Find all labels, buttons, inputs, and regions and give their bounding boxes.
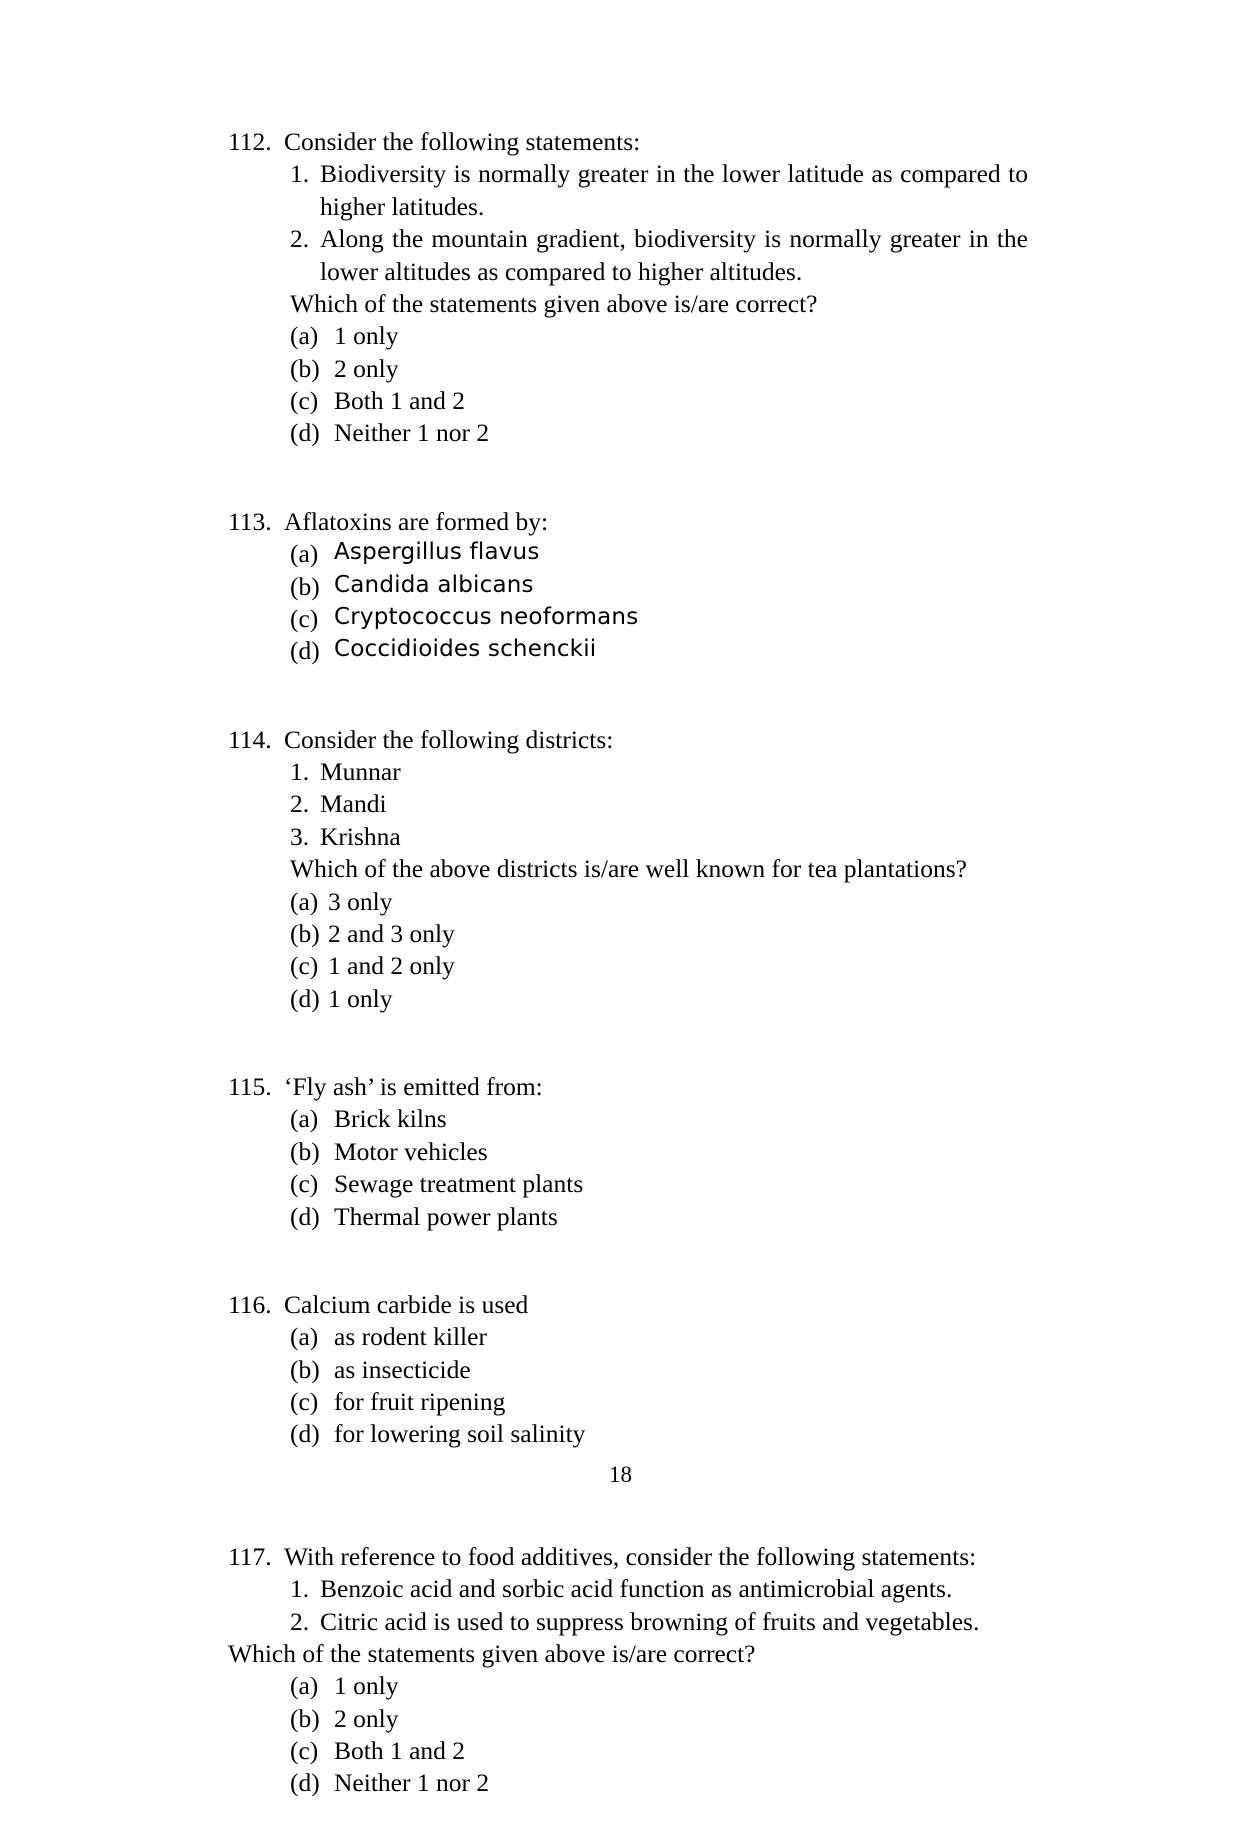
question-prompt: Which of the above districts is/are well known for tea plantations?: [290, 854, 967, 884]
statement-number: 2.: [290, 224, 310, 254]
question-heading: [228, 724, 1028, 756]
question-stem: Calcium carbide is used: [284, 1289, 529, 1319]
option-letter: (d): [290, 983, 320, 1013]
option-a[interactable]: [228, 538, 1028, 570]
spacer: [228, 690, 1028, 724]
statement-list: [228, 1573, 1028, 1638]
statement-number: 1.: [290, 1574, 310, 1604]
option-d[interactable]: [228, 417, 1028, 449]
option-letter: (d): [290, 1419, 320, 1449]
statement-text: Krishna: [320, 821, 401, 851]
option-text: Neither 1 nor 2: [334, 418, 490, 448]
option-text: 2 and 3 only: [328, 918, 455, 948]
option-text: Brick kilns: [334, 1104, 447, 1134]
question-stem: With reference to food additives, consider the following statements:: [284, 1541, 977, 1571]
option-text: 3 only: [328, 886, 393, 916]
option-letter: (d): [290, 636, 320, 666]
question-heading: [228, 1541, 1028, 1573]
option-text: 2 only: [334, 1703, 399, 1733]
option-letter: (a): [290, 886, 319, 916]
option-text: 1 only: [334, 321, 399, 351]
option-d[interactable]: [228, 1767, 1028, 1799]
spacer: [228, 472, 1028, 506]
option-text: Motor vehicles: [334, 1136, 488, 1166]
option-text: Neither 1 nor 2: [334, 1768, 490, 1798]
statement-text: Biodiversity is normally greater in the lower latitude as compared to higher latitudes.: [320, 159, 1028, 221]
option-letter: (c): [290, 1169, 319, 1199]
statement-number: 1.: [290, 757, 310, 786]
statement-item: [228, 756, 1028, 788]
option-list: [228, 320, 1028, 450]
question-block-115: [228, 1071, 1028, 1233]
question-number: 114.: [228, 724, 272, 754]
statement-item: [228, 821, 1028, 853]
option-c[interactable]: [228, 950, 1028, 982]
spacer: [228, 1037, 1028, 1071]
question-heading: [228, 1289, 1028, 1321]
spacer: [228, 1255, 1028, 1289]
statement-number: 1.: [290, 159, 310, 189]
question-number: 112.: [228, 127, 272, 156]
page-number: 18: [609, 1462, 632, 1487]
option-letter: (c): [290, 603, 319, 633]
question-number: 116.: [228, 1289, 272, 1319]
question-prompt: Which of the statements given above is/are correct?: [228, 1638, 756, 1668]
option-letter: (b): [290, 1354, 320, 1384]
option-text: 2 only: [334, 353, 399, 383]
option-letter: (c): [290, 1736, 319, 1765]
option-a[interactable]: [228, 886, 1028, 918]
statement-item: [228, 1606, 1028, 1638]
question-block-113: [228, 506, 1028, 668]
question-heading: [228, 126, 1028, 158]
question-number: 113.: [228, 506, 272, 536]
question-list: [228, 126, 1028, 1822]
option-text: as rodent killer: [334, 1322, 487, 1352]
option-text: Thermal power plants: [334, 1201, 558, 1231]
option-letter: (d): [290, 418, 320, 448]
question-stem: Consider the following statements:: [284, 127, 641, 156]
option-letter: (d): [290, 1768, 320, 1798]
option-text: 1 only: [334, 1671, 399, 1701]
option-letter: (b): [290, 1136, 320, 1166]
statement-number: 3.: [290, 821, 310, 851]
option-c[interactable]: [228, 603, 1028, 635]
option-a[interactable]: [228, 320, 1028, 352]
question-block-117: [228, 1541, 1028, 1800]
option-d[interactable]: [228, 1418, 1028, 1450]
option-d[interactable]: [228, 635, 1028, 667]
option-c[interactable]: [228, 1735, 1028, 1767]
statement-text: Mandi: [320, 789, 387, 819]
option-list: [228, 1670, 1028, 1800]
question-block-114: [228, 724, 1028, 1015]
option-a[interactable]: [228, 1670, 1028, 1702]
option-text: Both 1 and 2: [334, 1736, 466, 1765]
option-text: Candida albicans: [334, 571, 534, 598]
question-block-116: [228, 1289, 1028, 1451]
option-text: Coccidioides schenckii: [334, 636, 597, 663]
option-letter: (d): [290, 1201, 320, 1231]
option-letter: (c): [290, 386, 319, 415]
option-letter: (b): [290, 353, 320, 383]
option-letter: (c): [290, 951, 319, 981]
option-c[interactable]: [228, 385, 1028, 417]
statement-item: [228, 223, 1028, 288]
question-number: 117.: [228, 1541, 272, 1571]
statement-text: Benzoic acid and sorbic acid function as antimicrobial agents.: [320, 1574, 953, 1604]
option-list: [228, 886, 1028, 1016]
question-number: 115.: [228, 1072, 272, 1101]
question-heading: [228, 506, 1028, 538]
statement-item: [228, 788, 1028, 820]
option-text: Aspergillus flavus: [334, 539, 540, 566]
option-letter: (a): [290, 539, 319, 569]
option-letter: (b): [290, 918, 320, 948]
statement-text: Munnar: [320, 757, 401, 786]
option-text: 1 only: [328, 983, 393, 1013]
spacer: [228, 1507, 1028, 1541]
option-b[interactable]: [228, 1703, 1028, 1735]
option-a[interactable]: [228, 1321, 1028, 1353]
statement-list: [228, 756, 1028, 853]
option-list: [228, 538, 1028, 668]
statement-item: [228, 158, 1028, 223]
option-text: Sewage treatment plants: [334, 1169, 584, 1199]
question-prompt: Which of the statements given above is/are correct?: [290, 288, 818, 318]
option-list: [228, 1321, 1028, 1451]
statement-item: [228, 1573, 1028, 1605]
option-b[interactable]: [228, 1354, 1028, 1386]
option-text: as insecticide: [334, 1354, 471, 1384]
question-block-112: [228, 126, 1028, 450]
option-text: 1 and 2 only: [328, 951, 455, 981]
option-c[interactable]: [228, 1168, 1028, 1200]
question-stem: Aflatoxins are formed by:: [284, 506, 549, 536]
option-letter: (a): [290, 1671, 319, 1701]
option-list: [228, 1103, 1028, 1233]
statement-text: Citric acid is used to suppress browning of fruits and vegetables.: [320, 1606, 980, 1636]
option-letter: (a): [290, 321, 319, 351]
question-stem: ‘Fly ash’ is emitted from:: [284, 1072, 543, 1101]
option-b[interactable]: [228, 571, 1028, 603]
statement-list: [228, 158, 1028, 288]
option-a[interactable]: [228, 1103, 1028, 1135]
option-text: for fruit ripening: [334, 1387, 506, 1416]
option-text: for lowering soil salinity: [334, 1419, 586, 1449]
option-c[interactable]: [228, 1386, 1028, 1418]
statement-number: 2.: [290, 789, 310, 819]
option-d[interactable]: [228, 983, 1028, 1015]
option-letter: (b): [290, 571, 320, 601]
option-text: Both 1 and 2: [334, 386, 466, 415]
option-letter: (b): [290, 1703, 320, 1733]
question-heading: [228, 1071, 1028, 1103]
option-d[interactable]: [228, 1201, 1028, 1233]
statement-text: Along the mountain gradient, biodiversity is normally greater in the lower altitudes as compared to higher altitudes.: [320, 224, 1028, 286]
option-letter: (c): [290, 1387, 319, 1416]
option-text: Cryptococcus neoformans: [334, 603, 639, 630]
option-letter: (a): [290, 1322, 319, 1352]
option-b[interactable]: [228, 1136, 1028, 1168]
statement-number: 2.: [290, 1606, 310, 1636]
option-b[interactable]: [228, 353, 1028, 385]
question-stem: Consider the following districts:: [284, 724, 614, 754]
option-letter: (a): [290, 1104, 319, 1134]
option-b[interactable]: [228, 918, 1028, 950]
